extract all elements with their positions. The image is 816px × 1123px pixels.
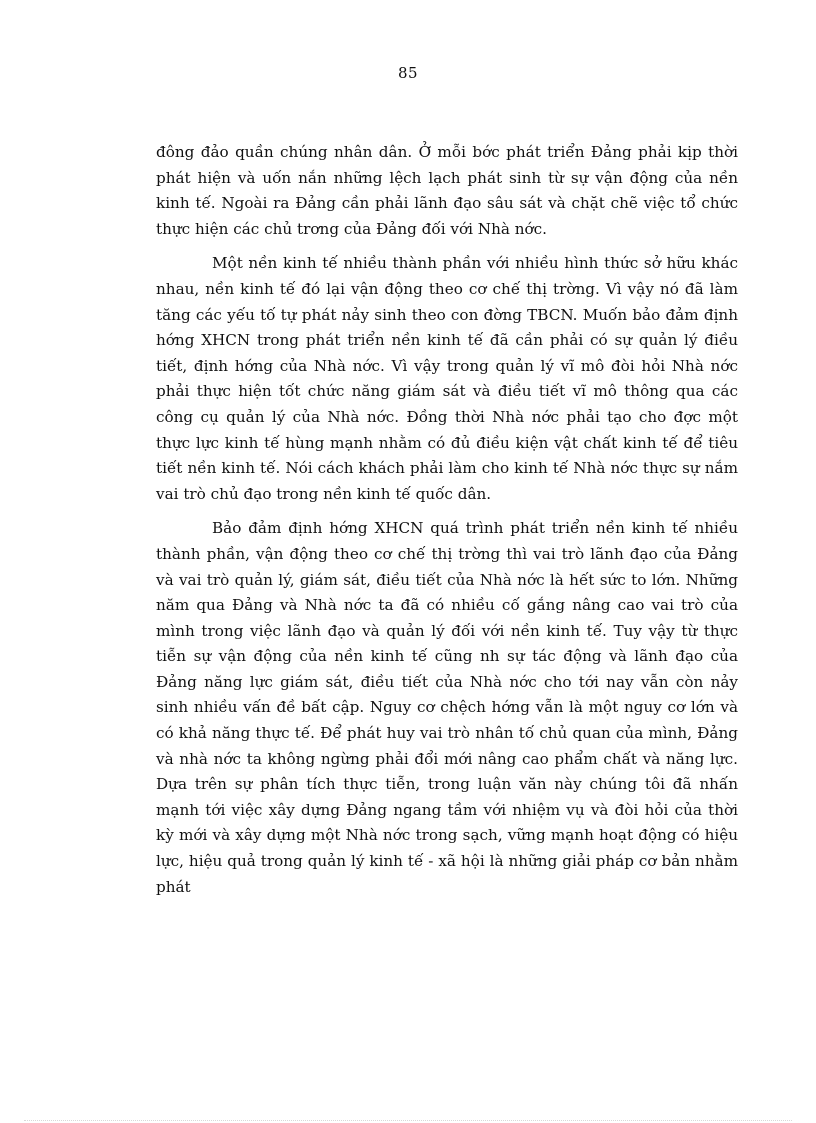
body-text	[156, 140, 738, 909]
paragraph-1: đông đảo quần chúng nhân dân. Ở mỗi bớc phát triển Đảng phải kịp thời phát hiện và uốn nắn những lệch lạch phát sinh từ sự vận động của nền kinh tế. Ngoài ra Đảng cần phải lãnh đạo sâu sát và chặt chẽ việc tổ chức thực hiện các chủ trơng của Đảng đối với Nhà nớc.	[156, 143, 738, 238]
page-bottom-divider	[24, 1120, 792, 1121]
page-number: 85	[397, 64, 419, 82]
paragraph-2: Một nền kinh tế nhiều thành phần với nhiều hình thức sở hữu khác nhau, nền kinh tế đó lại vận động theo cơ chế thị trờng. Vì vậy nó đã làm tăng các yếu tố tự phát nảy sinh theo con đờng TBCN. Muốn bảo đảm định hớng XHCN trong phát triển nền kinh tế đã cần phải có sự quản lý điều tiết, định hớng của Nhà nớc. Vì vậy trong quản lý vĩ mô đòi hỏi Nhà nớc phải thực hiện tốt chức năng giám sát và điều tiết vĩ mô thông qua các công cụ quản lý của Nhà nớc. Đồng thời Nhà nớc phải tạo cho đợc một thực lực kinh tế hùng mạnh nhằm có đủ điều kiện vật chất kinh tế để tiêu tiết nền kinh tế. Nói cách khách phải làm cho kinh tế Nhà nớc thực sự nắm vai trò chủ đạo trong nền kinh tế quốc dân.	[156, 254, 738, 503]
paragraph-3: Bảo đảm định hớng XHCN quá trình phát triển nền kinh tế nhiều thành phần, vận động theo cơ chế thị trờng thì vai trò lãnh đạo của Đảng và vai trò quản lý, giám sát, điều tiết của Nhà nớc là hết sức to lớn. Những năm qua Đảng và Nhà nớc ta đã có nhiều cố gắng nâng cao vai trò của mình trong việc lãnh đạo và quản lý đối với nền kinh tế. Tuy vậy từ thực tiễn sự vận động của nền kinh tế cũng nh sự tác động và lãnh đạo của Đảng năng lực giám sát, điều tiết của Nhà nớc cho tới nay vẫn còn nảy sinh nhiều vấn đề bất cập. Nguy cơ chệch hớng vẫn là một nguy cơ lớn và có khả năng thực tế. Để phát huy vai trò nhân tố chủ quan của mình, Đảng và nhà nớc ta không ngừng phải đổi mới nâng cao phẩm chất và năng lực. Dựa trên sự phân tích thực tiễn, trong luận văn này chúng tôi đã nhấn mạnh tới việc xây dựng Đảng ngang tầm với nhiệm vụ và đòi hỏi của thời kỳ mới và xây dựng một Nhà nớc trong sạch, vững mạnh hoạt động có hiệu lực, hiệu quả trong quản lý kinh tế - xã hội là những giải pháp cơ bản nhằm phát	[156, 519, 738, 896]
